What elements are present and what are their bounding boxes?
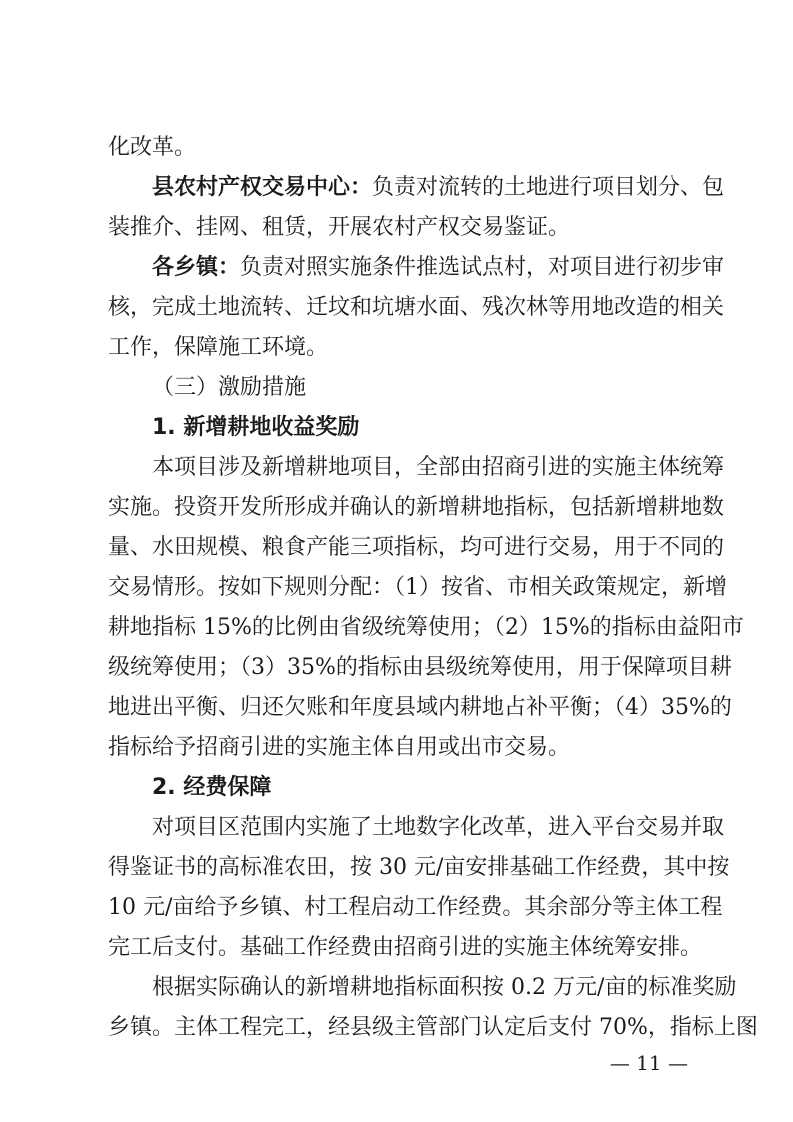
text-line: 耕地指标 15%的比例由省级统筹使用；（2）15%的指标由益阳市 <box>108 615 744 640</box>
text-line: 级统筹使用；（3）35%的指标由县级统筹使用，用于保障项目耕 <box>108 655 732 680</box>
subsection-heading: 2. 经费保障 <box>152 775 272 800</box>
text-span: 负责对流转的土地进行项目划分、包 <box>372 175 725 200</box>
text-line: 核，完成土地流转、迁坟和坑塘水面、残次林等用地改造的相关 <box>108 295 725 320</box>
text-line: 完工后支付。基础工作经费由招商引进的实施主体统筹安排。 <box>108 935 703 960</box>
section-heading: （三）激励措施 <box>152 375 307 400</box>
text-line: 得鉴证书的高标准农田，按 30 元/亩安排基础工作经费，其中按 <box>108 855 730 880</box>
text-line <box>152 173 725 203</box>
text-line: 实施。投资开发所形成并确认的新增耕地指标，包括新增耕地数 <box>108 495 725 520</box>
text-line: 化改革。 <box>108 135 197 160</box>
text-span: 负责对照实施条件推选试点村，对项目进行初步审 <box>240 255 725 280</box>
text-line: 乡镇。主体工程完工，经县级主管部门认定后支付 70%，指标上图 <box>108 1015 758 1040</box>
text-line: 本项目涉及新增耕地项目，全部由招商引进的实施主体统筹 <box>152 455 725 480</box>
text-line: 地进出平衡、归还欠账和年度县域内耕地占补平衡；（4）35%的 <box>108 695 732 720</box>
text-line: 工作，保障施工环境。 <box>108 335 329 360</box>
text-line: 交易情形。按如下规则分配：（1）按省、市相关政策规定，新增 <box>108 575 727 600</box>
text-line: 指标给予招商引进的实施主体自用或出市交易。 <box>108 735 571 760</box>
text-line: 对项目区范围内实施了土地数字化改革，进入平台交易并取 <box>152 815 725 840</box>
text-line: 装推介、挂网、租赁，开展农村产权交易鉴证。 <box>108 215 571 240</box>
text-line: 10 元/亩给予乡镇、村工程启动工作经费。其余部分等主体工程 <box>108 895 723 920</box>
page-number: — 11 — <box>609 1051 688 1075</box>
text-line <box>152 253 725 283</box>
text-line: 量、水田规模、粮食产能三项指标，均可进行交易，用于不同的 <box>108 535 725 560</box>
section-label: 各乡镇： <box>152 255 241 280</box>
subsection-heading: 1. 新增耕地收益奖励 <box>152 415 360 440</box>
text-line: 根据实际确认的新增耕地指标面积按 0.2 万元/亩的标准奖励 <box>152 975 737 1000</box>
section-label: 县农村产权交易中心： <box>152 175 373 200</box>
